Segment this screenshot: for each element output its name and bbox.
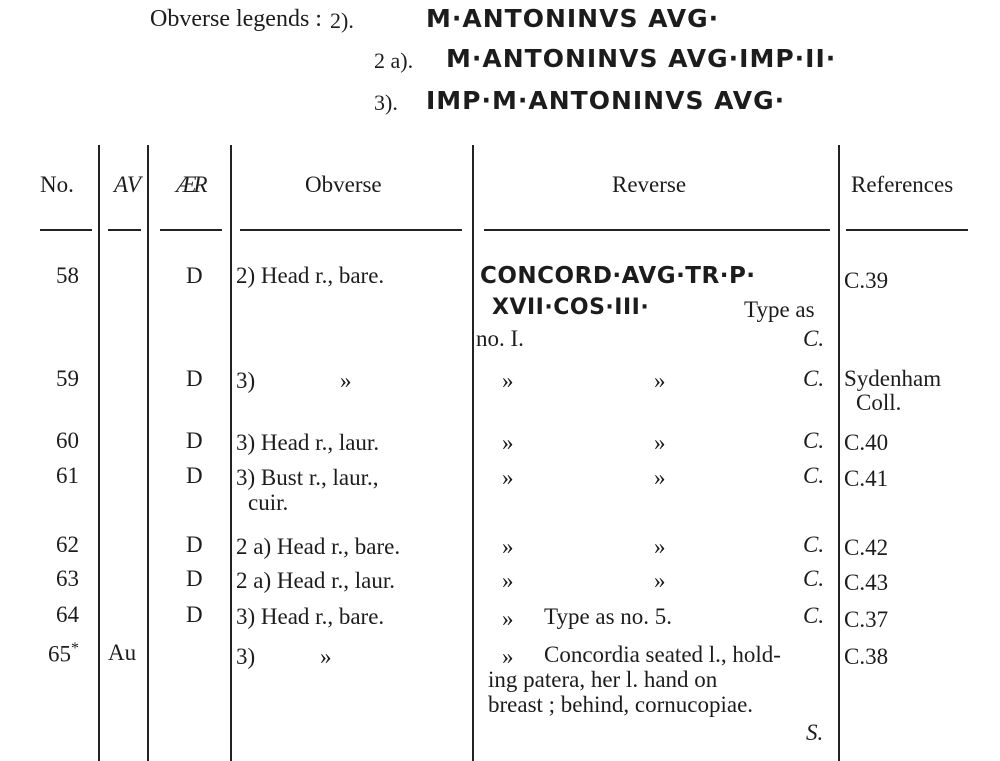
reverse-text: no. I. (476, 326, 524, 351)
denomination-ar: D (186, 532, 203, 557)
header-underline (240, 229, 462, 231)
reverse-mark: S. (806, 720, 824, 745)
ditto-mark: » (654, 534, 666, 559)
ditto-mark: » (340, 368, 352, 393)
denomination-ar: D (186, 263, 203, 288)
ditto-mark: » (654, 465, 666, 490)
reverse-text: Concordia seated l., hold- (544, 642, 781, 667)
reverse-legend: CONCORD·AVG·TR·P· (480, 263, 756, 289)
header-underline (846, 229, 968, 231)
reference: C.42 (844, 535, 889, 560)
obverse-text: 3) Bust r., laur., (236, 465, 379, 490)
header-no: No. (40, 172, 74, 197)
reverse-mark: C. (803, 326, 825, 351)
ditto-mark: » (654, 568, 666, 593)
header-underline (160, 229, 222, 231)
reverse-text: Type as (744, 297, 815, 322)
obverse-text: 3) (236, 368, 256, 393)
obverse-text: 2 a) Head r., bare. (236, 534, 401, 559)
legend-text: M·ANTONINVS AVG·IMP·II· (446, 44, 837, 73)
row-number: 63 (56, 566, 79, 591)
legends-title: Obverse legends : (150, 6, 322, 32)
header-ar-r: R (193, 172, 205, 197)
denomination-ar: D (186, 428, 203, 453)
row-footnote-star: * (71, 640, 79, 657)
row-number: 60 (56, 428, 79, 453)
obverse-text: 2) Head r., bare. (236, 263, 385, 288)
ditto-mark: » (502, 606, 514, 631)
reference: Sydenham (844, 366, 942, 391)
denomination-ar: D (186, 366, 203, 391)
ditto-mark: » (502, 534, 514, 559)
ditto-mark: » (320, 644, 332, 669)
row-number (48, 640, 79, 668)
obverse-text-line2: cuir. (248, 490, 289, 515)
obverse-text: 3) (236, 644, 256, 669)
legend-num: 3). (374, 90, 398, 115)
header-obverse: Obverse (305, 172, 382, 197)
denomination-ar: D (186, 463, 203, 488)
header-underline (40, 229, 92, 231)
ditto-mark: » (502, 368, 514, 393)
reference: C.37 (844, 607, 889, 632)
reverse-mark: C. (803, 428, 825, 453)
row-number: 64 (56, 602, 79, 627)
row-number: 59 (56, 366, 79, 391)
obverse-text: 2 a) Head r., laur. (236, 568, 396, 593)
obverse-text: 3) Head r., bare. (236, 604, 385, 629)
denomination-av: Au (108, 640, 137, 665)
ditto-mark: » (654, 430, 666, 455)
column-divider (472, 145, 474, 761)
column-divider (147, 145, 149, 761)
reverse-text-line2: ing patera, her l. hand on (488, 667, 718, 692)
row-number: 58 (56, 263, 79, 288)
ditto-mark: » (654, 368, 666, 393)
denomination-ar: D (186, 602, 203, 627)
reference-line2: Coll. (856, 390, 902, 415)
row-number: 61 (56, 463, 79, 488)
reference: C.41 (844, 466, 889, 491)
reference: C.38 (844, 644, 889, 669)
reference: C.39 (844, 268, 889, 293)
column-divider (98, 145, 100, 761)
legend-text: IMP·M·ANTONINVS AVG· (426, 86, 786, 115)
reverse-text: Type as no. 5. (544, 604, 673, 629)
ditto-mark: » (502, 465, 514, 490)
row-number: 62 (56, 532, 79, 557)
ditto-mark: » (502, 568, 514, 593)
reverse-mark: C. (803, 366, 825, 391)
header-ar-ligature: Æ (176, 172, 194, 197)
column-divider (838, 145, 840, 761)
denomination-ar: D (186, 566, 203, 591)
reverse-legend: XVII·COS·III· (492, 295, 650, 320)
ditto-mark: » (502, 644, 514, 669)
legend-num: 2 a). (374, 48, 414, 73)
reference: C.40 (844, 430, 889, 455)
header-reverse: Reverse (612, 172, 687, 197)
header-references: References (851, 172, 954, 197)
header-underline (108, 229, 141, 231)
ditto-mark: » (502, 430, 514, 455)
reverse-mark: C. (803, 566, 825, 591)
obverse-text: 3) Head r., laur. (236, 430, 380, 455)
reverse-mark: C. (803, 532, 825, 557)
reverse-text-line3: breast ; behind, cornucopiae. (488, 692, 754, 717)
row-number-value: 65 (48, 641, 71, 667)
column-divider (230, 145, 232, 761)
reverse-mark: C. (803, 603, 825, 628)
header-ar (176, 172, 205, 198)
header-av: AV (114, 172, 141, 197)
legend-num: 2). (330, 8, 354, 33)
legend-text: M·ANTONINVS AVG· (426, 4, 720, 33)
header-underline (484, 229, 830, 231)
reverse-mark: C. (803, 463, 825, 488)
reference: C.43 (844, 570, 889, 595)
